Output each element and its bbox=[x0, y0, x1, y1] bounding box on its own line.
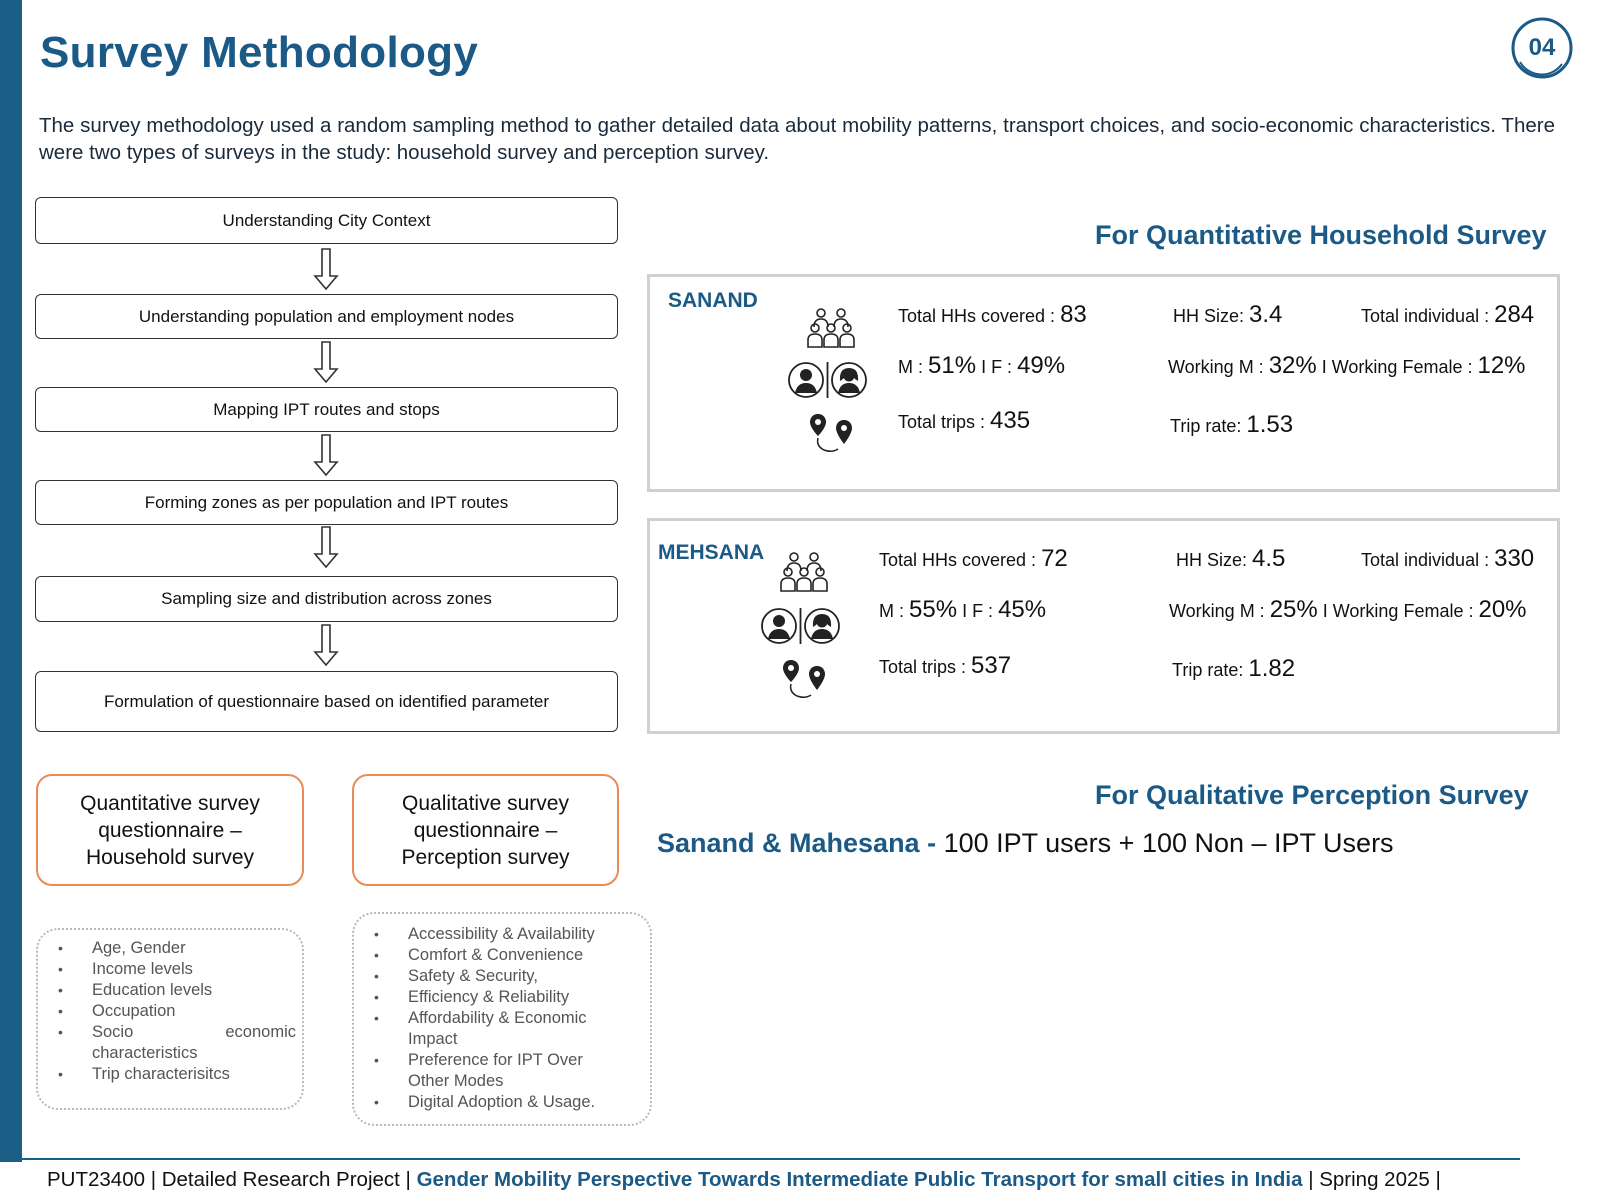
footer-divider bbox=[22, 1158, 1520, 1160]
total-trips-stat bbox=[879, 652, 1011, 680]
stat-value: 32% bbox=[1268, 352, 1317, 379]
list-item: • Digital Adoption & Usage. bbox=[374, 1092, 624, 1113]
stat-label: M : bbox=[879, 601, 904, 621]
list-item: • Occupation bbox=[58, 1001, 296, 1022]
stat-label: HH Size: bbox=[1173, 306, 1245, 326]
left-accent-bar bbox=[0, 0, 22, 1162]
stat-label: Working M : bbox=[1168, 357, 1264, 377]
stat-label: Total trips : bbox=[898, 412, 986, 432]
stat-value: 284 bbox=[1494, 301, 1535, 328]
perception-survey-heading: For Qualitative Perception Survey bbox=[1095, 780, 1529, 810]
stat-value: 3.4 bbox=[1249, 301, 1283, 328]
household-survey-heading: For Quantitative Household Survey bbox=[1095, 220, 1547, 250]
stat-label: Total individual : bbox=[1361, 550, 1490, 570]
stat-value: 72 bbox=[1041, 545, 1068, 572]
down-arrow-icon bbox=[313, 624, 339, 666]
footer-term: | Spring 2025 | bbox=[1302, 1168, 1441, 1191]
perception-cities: Sanand & Mahesana - bbox=[657, 828, 937, 858]
total-hhs-stat bbox=[898, 301, 1087, 329]
trip-rate-stat bbox=[1172, 655, 1295, 683]
total-trips-stat bbox=[898, 407, 1030, 435]
stat-value: 4.5 bbox=[1252, 545, 1286, 572]
male-female-icon bbox=[787, 359, 869, 401]
sanand-panel bbox=[647, 274, 1560, 492]
page-number-badge bbox=[1510, 16, 1574, 80]
flow-step-population-nodes: Understanding population and employment nodes bbox=[35, 294, 618, 339]
stat-value: 45% bbox=[998, 596, 1047, 623]
stat-value: 1.82 bbox=[1248, 655, 1296, 682]
route-pins-icon bbox=[781, 658, 831, 700]
footer-course-code: PUT23400 | Detailed Research Project | bbox=[47, 1168, 411, 1191]
working-split-stat bbox=[1168, 352, 1526, 380]
list-item: • Income levels bbox=[58, 959, 296, 980]
hh-size-stat bbox=[1173, 301, 1282, 329]
city-name: MEHSANA bbox=[658, 541, 765, 564]
stat-value: 435 bbox=[990, 407, 1031, 434]
perception-sample: 100 IPT users + 100 Non – IPT Users bbox=[936, 828, 1394, 858]
stat-value: 25% bbox=[1269, 596, 1318, 623]
down-arrow-icon bbox=[313, 248, 339, 290]
qualitative-questionnaire-box: Qualitative survey questionnaire – Perception survey bbox=[352, 774, 619, 886]
stat-label: I F : bbox=[976, 357, 1013, 377]
list-item: • Age, Gender bbox=[58, 938, 296, 959]
stat-label: M : bbox=[898, 357, 923, 377]
stat-value: 330 bbox=[1494, 545, 1535, 572]
stat-label: I Working Female : bbox=[1317, 601, 1474, 621]
stat-label: Total HHs covered : bbox=[898, 306, 1056, 326]
male-female-icon bbox=[760, 605, 842, 647]
qualitative-parameters-list bbox=[374, 924, 624, 1113]
hh-size-stat bbox=[1176, 545, 1285, 573]
list-item: • Trip characterisitcs bbox=[58, 1064, 296, 1085]
footer-project-title: Gender Mobility Perspective Towards Intermediate Public Transport for small cities in India bbox=[410, 1168, 1303, 1191]
quantitative-parameters-list bbox=[58, 938, 296, 1085]
stat-label: Trip rate: bbox=[1172, 660, 1244, 680]
total-individual-stat bbox=[1361, 301, 1534, 329]
trip-rate-stat bbox=[1170, 411, 1293, 439]
list-item: • Socio economic characteristics bbox=[58, 1022, 296, 1064]
gender-split-stat bbox=[898, 352, 1065, 380]
gender-split-stat bbox=[879, 596, 1046, 624]
page-title: Survey Methodology bbox=[40, 28, 479, 77]
stat-label: I Working Female : bbox=[1316, 357, 1473, 377]
flow-step-sampling: Sampling size and distribution across zones bbox=[35, 576, 618, 622]
route-pins-icon bbox=[808, 412, 858, 454]
stat-label: I F : bbox=[957, 601, 994, 621]
list-item: • Preference for IPT Over Other Modes bbox=[374, 1050, 624, 1092]
flow-step-forming-zones: Forming zones as per population and IPT routes bbox=[35, 480, 618, 525]
stat-label: Total trips : bbox=[879, 657, 967, 677]
down-arrow-icon bbox=[313, 341, 339, 383]
stat-value: 537 bbox=[971, 652, 1012, 679]
mehsana-panel bbox=[647, 518, 1560, 734]
page-number: 04 bbox=[1528, 34, 1556, 61]
stat-value: 55% bbox=[909, 596, 958, 623]
list-item: • Affordability & Economic Impact bbox=[374, 1008, 624, 1050]
stat-value: 1.53 bbox=[1246, 411, 1294, 438]
total-individual-stat bbox=[1361, 545, 1534, 573]
total-hhs-stat bbox=[879, 545, 1068, 573]
city-name: SANAND bbox=[668, 289, 758, 312]
quantitative-parameters-box bbox=[36, 928, 304, 1110]
stat-label: Trip rate: bbox=[1170, 416, 1242, 436]
list-item: • Education levels bbox=[58, 980, 296, 1001]
flow-step-mapping-ipt: Mapping IPT routes and stops bbox=[35, 387, 618, 432]
working-split-stat bbox=[1169, 596, 1527, 624]
stat-value: 83 bbox=[1060, 301, 1087, 328]
stat-value: 20% bbox=[1478, 596, 1527, 623]
qualitative-parameters-box bbox=[352, 912, 652, 1126]
stat-value: 51% bbox=[928, 352, 977, 379]
list-item: • Accessibility & Availability bbox=[374, 924, 624, 945]
down-arrow-icon bbox=[313, 434, 339, 476]
stat-label: Total individual : bbox=[1361, 306, 1490, 326]
stat-value: 49% bbox=[1017, 352, 1066, 379]
list-item: • Comfort & Convenience bbox=[374, 945, 624, 966]
stat-label: HH Size: bbox=[1176, 550, 1248, 570]
group-of-people-icon bbox=[780, 551, 828, 593]
list-item: • Safety & Security, bbox=[374, 966, 624, 987]
list-item: • Efficiency & Reliability bbox=[374, 987, 624, 1008]
flow-step-questionnaire: Formulation of questionnaire based on identified parameter bbox=[35, 671, 618, 732]
stat-label: Total HHs covered : bbox=[879, 550, 1037, 570]
perception-sample-line bbox=[657, 828, 1394, 859]
footer bbox=[47, 1168, 1441, 1192]
intro-paragraph: The survey methodology used a random sampling method to gather detailed data about mobility patterns, transport choices, and socio-economic characteristics. There were two types of surveys in the study: household survey and perception survey. bbox=[39, 114, 1555, 164]
down-arrow-icon bbox=[313, 526, 339, 568]
stat-value: 12% bbox=[1477, 352, 1526, 379]
group-of-people-icon bbox=[807, 307, 855, 349]
flow-step-city-context: Understanding City Context bbox=[35, 197, 618, 244]
stat-label: Working M : bbox=[1169, 601, 1265, 621]
quantitative-questionnaire-box: Quantitative survey questionnaire – Household survey bbox=[36, 774, 304, 886]
